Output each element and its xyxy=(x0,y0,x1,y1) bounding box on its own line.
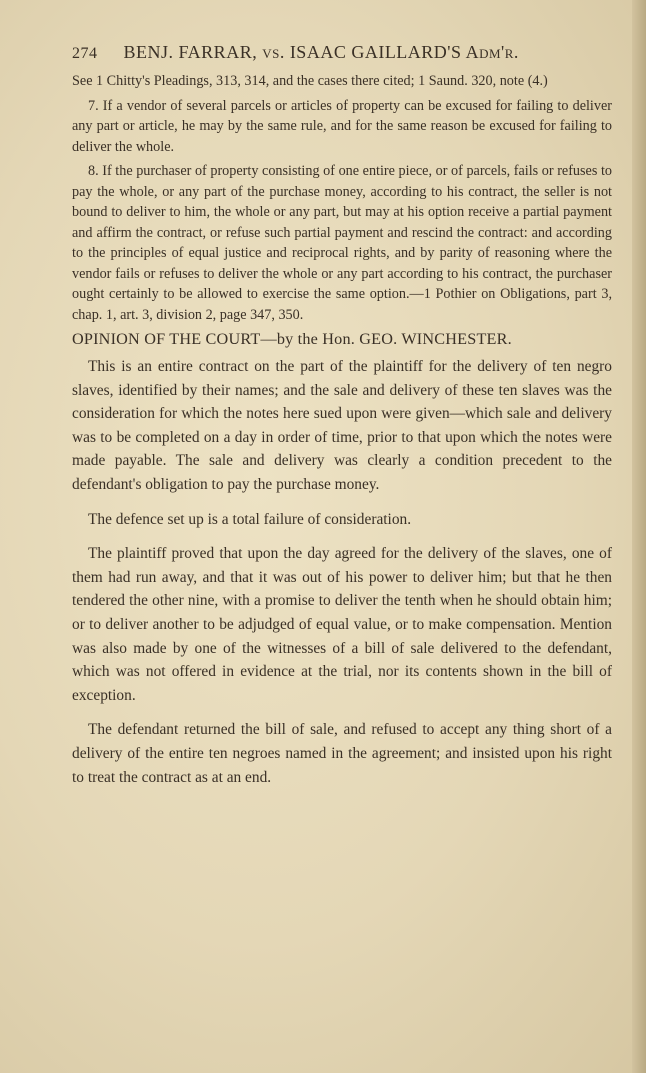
running-head: BENJ. FARRAR, vs. ISAAC GAILLARD'S Adm'r. xyxy=(123,42,519,62)
note-paragraph-7: 7. If a vendor of several parcels or articles of property can be excused for failing to deliver any part or article, he may by the same rule, and for the same reason be excused for failing to deliver the whole. xyxy=(72,97,612,155)
citation-note: See 1 Chitty's Pleadings, 313, 314, and the cases there cited; 1 Saund. 320, note (4.) xyxy=(72,73,548,89)
body-paragraph: This is an entire contract on the part of the plaintiff for the delivery of ten negro slaves, identified by their names; and the sale and delivery of these ten slaves was the consideration for which the notes here sued upon were given—which sale and delivery was to be completed on a day in order of time, prior to that upon which the notes were made payable. The sale and delivery was clearly a condition precedent to the defendant's obligation to pay the purchase money. xyxy=(72,358,612,493)
page-edge xyxy=(632,0,646,1073)
body-paragraph: The defendant returned the bill of sale, and refused to accept any thing short of a delivery of the entire ten negroes named in the agreement; and insisted upon his right to treat the contract as at an end. xyxy=(72,721,612,786)
page-number: 274 xyxy=(72,45,98,62)
body-paragraph: The plaintiff proved that upon the day agreed for the delivery of the slaves, one of them had run away, and that it was out of his power to deliver him; but that he then tendered the other nine, with a promise to deliver the tenth when he should obtain him; or to deliver another to be adjudged of equal value, or to make compensation. Mention was also made by one of the witnesses of a bill of sale delivered to the defendant, which was not offered in evidence at the trial, nor its contents shown in the bill of exception. xyxy=(72,545,612,704)
opinion-heading: OPINION OF THE COURT—by the Hon. GEO. WINCHESTER. xyxy=(72,330,512,348)
note-paragraph-8: 8. If the purchaser of property consisting of one entire piece, or of parcels, fails or refuses to pay the whole, or any part of the purchase money, according to his contract, the seller is not bound to deliver to him, the whole or any part, but may at his option receive a partial payment and affirm the contract, or refuse such partial payment and rescind the contract: and according to the principles of equal justice and reciprocal rights, and by parity of reasoning where the vendor fails or refuses to deliver the whole or any part according to his contract, the purchaser ought certainly to be allowed to exercise the same option.—1 Pothier on Obligations, part 3, chap. 1, art. 3, division 2, page 347, 350. xyxy=(72,163,612,323)
body-paragraph: The defence set up is a total failure of consideration. xyxy=(88,510,412,528)
page-header xyxy=(72,42,612,63)
